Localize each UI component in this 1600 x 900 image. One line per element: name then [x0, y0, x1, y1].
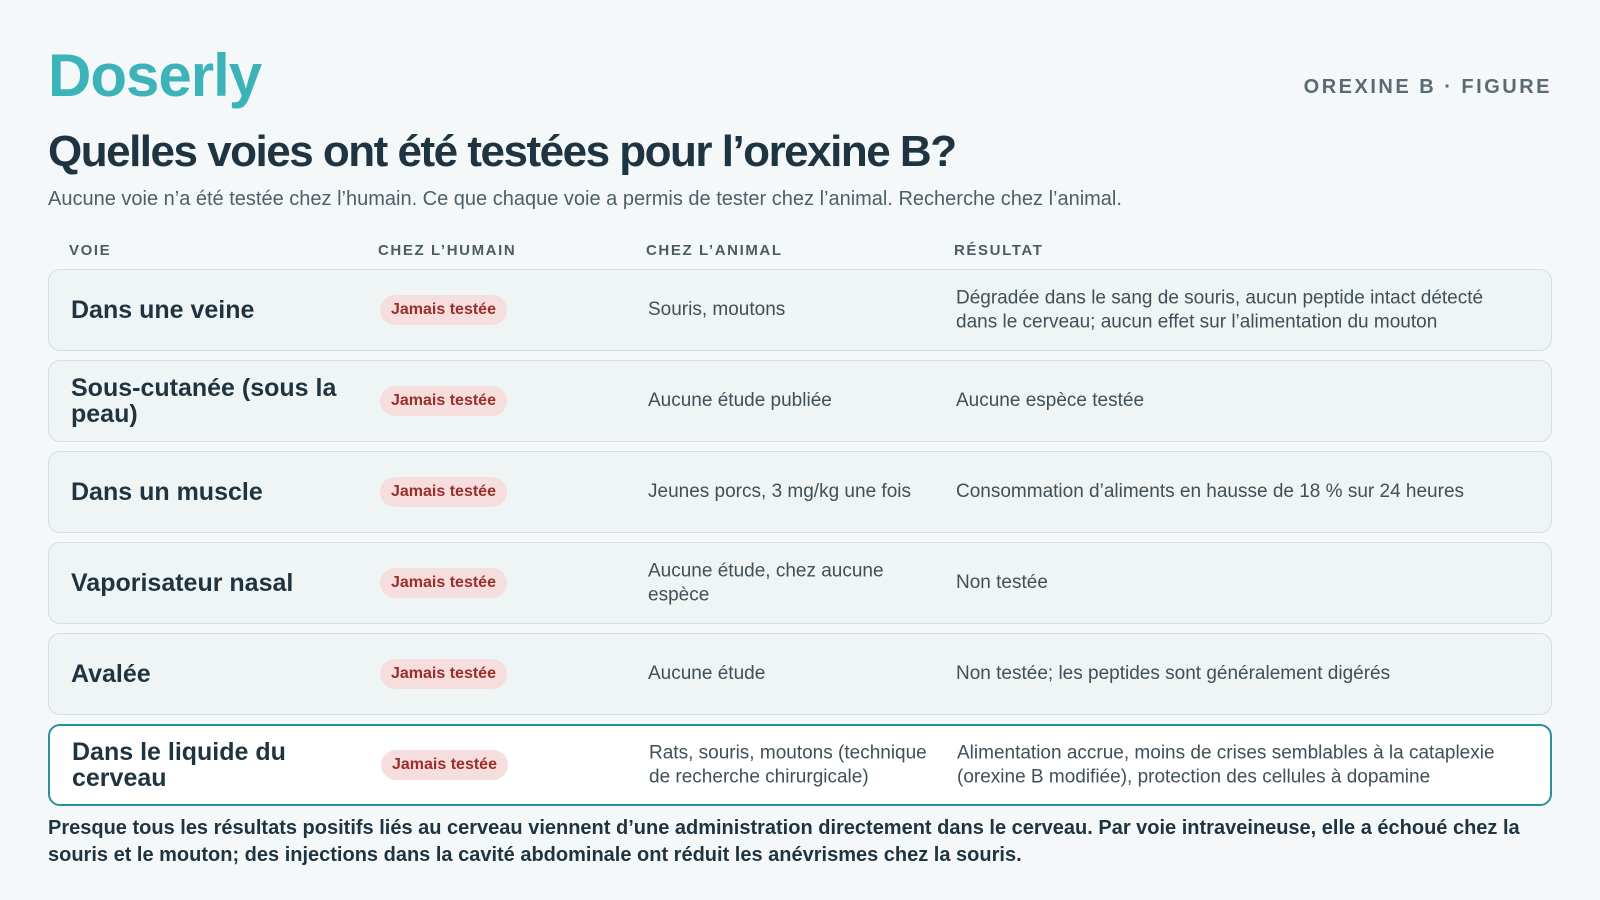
human-status-badge: Jamais testée: [380, 295, 507, 325]
footnote: Presque tous les résultats positifs liés au cerveau viennent d’une administration directement dans le cerveau. Par voie intraveineuse, elle a échoué chez la souris et le mouton; des injections dans la cavité abdominale ont réduit les anévrismes chez la souris.: [48, 817, 1520, 866]
route-name: Dans le liquide du cerveau: [72, 737, 286, 792]
route-name: Sous-cutanée (sous la peau): [71, 373, 337, 428]
animal-cell: Rats, souris, moutons (technique de recherche chirurgicale): [649, 742, 927, 787]
header-human: CHEZ L’HUMAIN: [378, 242, 517, 259]
routes-table: [48, 269, 1552, 815]
result-cell: Aucune espèce testée: [956, 390, 1145, 412]
table-row: [48, 451, 1552, 533]
human-status-badge: Jamais testée: [380, 477, 507, 507]
table-row: [48, 360, 1552, 442]
route-name: Dans une veine: [71, 295, 255, 324]
brand-logo: Doserly: [48, 42, 262, 109]
result-cell: Dégradée dans le sang de souris, aucun peptide intact détecté dans le cerveau; aucun effet sur l’alimentation du mouton: [956, 287, 1484, 332]
human-status-badge: Jamais testée: [380, 659, 507, 689]
human-status-badge: Jamais testée: [381, 750, 508, 780]
result-cell: Alimentation accrue, moins de crises semblables à la cataplexie (orexine B modifiée), protection des cellules à dopamine: [957, 742, 1495, 787]
route-name: Dans un muscle: [71, 477, 263, 506]
animal-cell: Souris, moutons: [648, 299, 786, 321]
table-row: [48, 542, 1552, 624]
page-subtitle: Aucune voie n’a été testée chez l’humain. Ce que chaque voie a permis de tester chez l’animal. Recherche chez l’animal.: [48, 188, 1122, 210]
animal-cell: Jeunes porcs, 3 mg/kg une fois: [648, 481, 911, 503]
human-status-badge: Jamais testée: [380, 568, 507, 598]
route-name: Vaporisateur nasal: [71, 568, 294, 597]
result-cell: Consommation d’aliments en hausse de 18 % sur 24 heures: [956, 481, 1465, 503]
header-animal: CHEZ L’ANIMAL: [646, 242, 783, 259]
animal-cell: Aucune étude: [648, 663, 766, 685]
table-row: [48, 269, 1552, 351]
table-row-highlighted: [48, 724, 1552, 806]
route-name: Avalée: [71, 659, 151, 688]
result-cell: Non testée: [956, 572, 1048, 594]
animal-cell: Aucune étude publiée: [648, 390, 832, 412]
table-row: [48, 633, 1552, 715]
human-status-badge: Jamais testée: [380, 386, 507, 416]
header-route: VOIE: [69, 242, 112, 259]
page-title: Quelles voies ont été testées pour l’orexine B?: [48, 127, 956, 176]
table-header: [48, 238, 1552, 262]
result-cell: Non testée; les peptides sont généralement digérés: [956, 663, 1391, 685]
figure-page: [48, 0, 1552, 900]
animal-cell: Aucune étude, chez aucune espèce: [648, 560, 884, 605]
header-result: RÉSULTAT: [954, 242, 1044, 259]
figure-tag: OREXINE B · FIGURE: [1303, 76, 1552, 98]
